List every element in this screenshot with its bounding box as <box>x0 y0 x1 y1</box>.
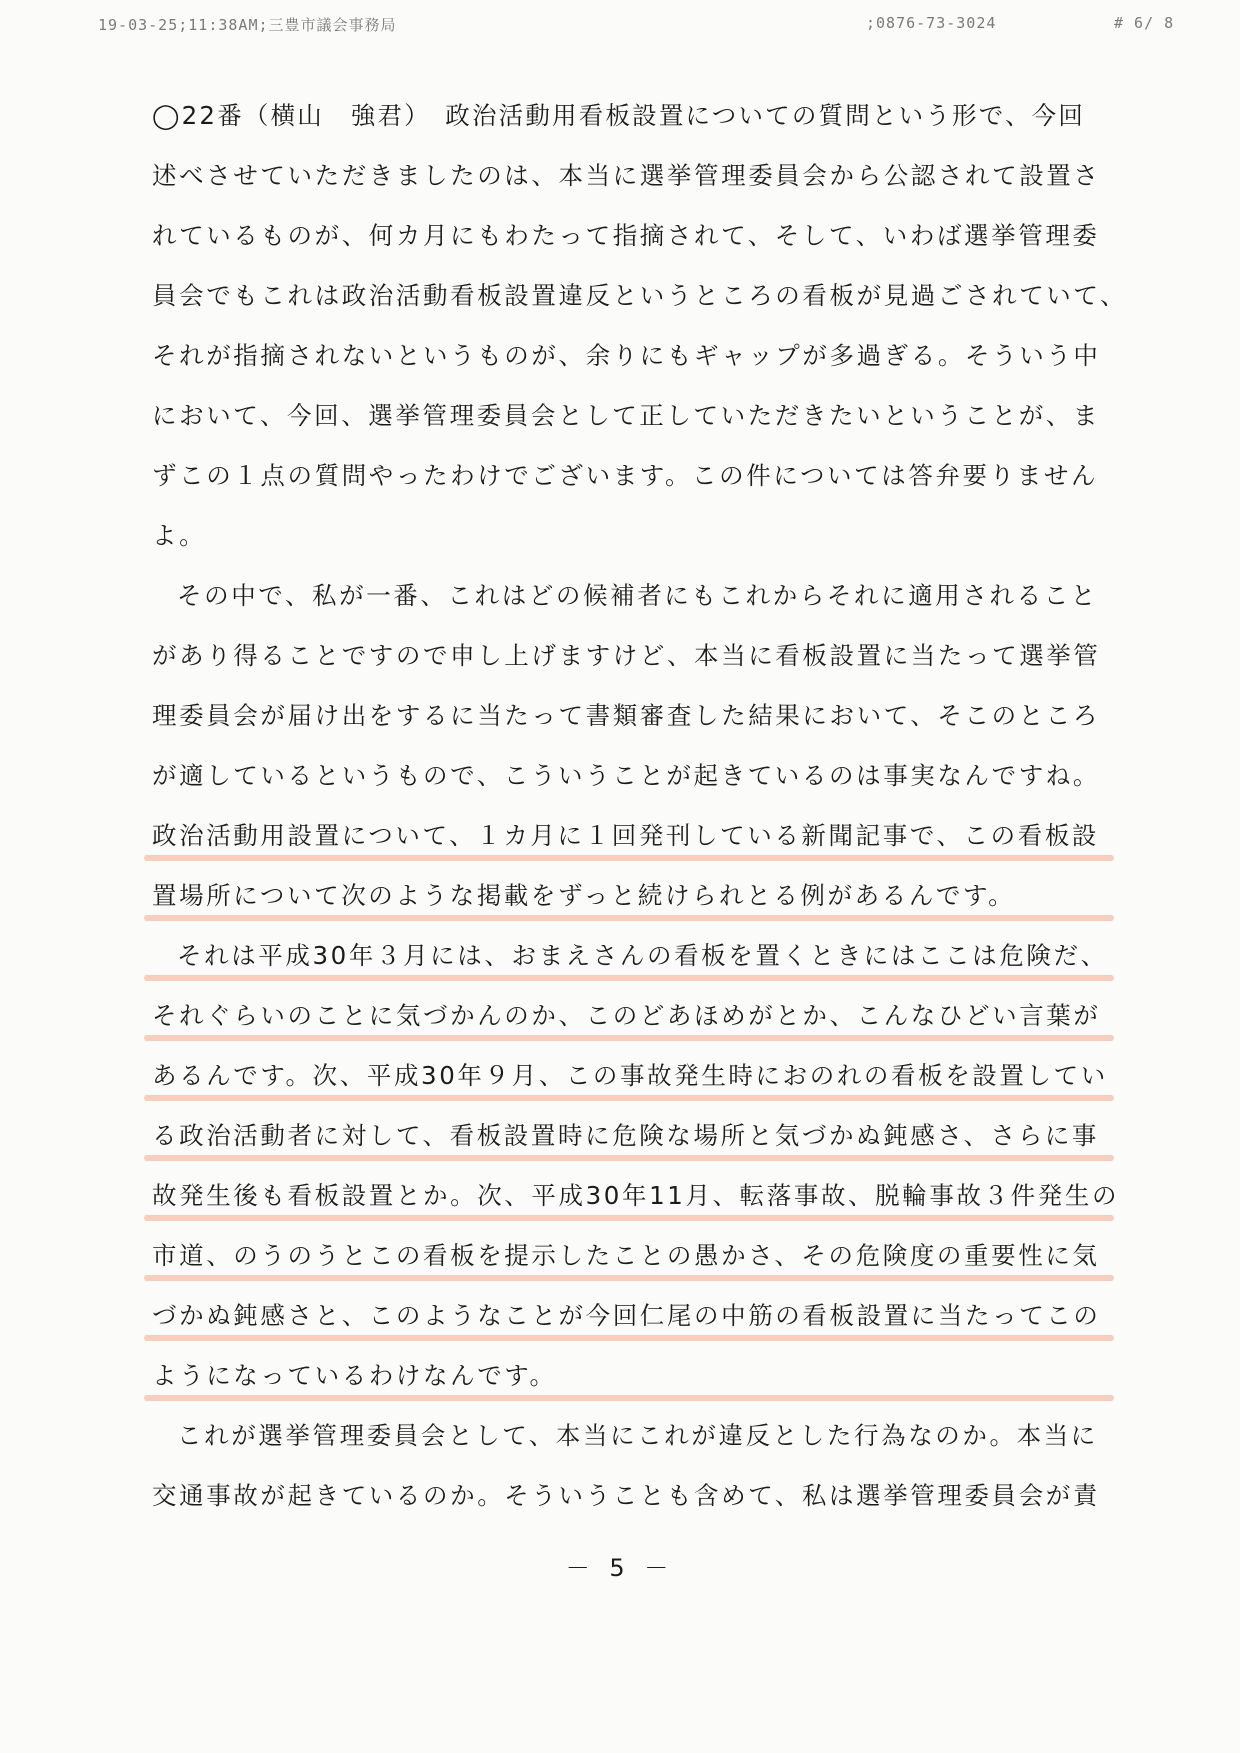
page-number: － 5 － <box>565 1554 675 1582</box>
highlighted-text-line: 置場所について次のような掲載をずっと続けられとる例があるんです。 <box>152 875 1114 935</box>
text-line: があり得ることですので申し上げますけど、本当に看板設置に当たって選挙管 <box>152 641 1101 670</box>
highlighted-text-line: あるんです。次、平成30年９月、この事故発生時におのれの看板を設置してい <box>152 1055 1114 1115</box>
fax-phone-number: ;0876-73-3024 <box>866 14 997 32</box>
text-line: それが指摘されないというものが、余りにもギャップが多過ぎる。そういう中 <box>152 341 1101 370</box>
text-line: において、今回、選挙管理委員会として正していただきたいということが、ま <box>152 401 1101 430</box>
transcript-body <box>152 95 1128 1535</box>
highlighted-text-line: 故発生後も看板設置とか。次、平成30年11月、転落事故、脱輪事故３件発生の <box>152 1175 1114 1235</box>
highlighted-text-line: る政治活動者に対して、看板設置時に危険な場所と気づかぬ鈍感さ、さらに事 <box>152 1115 1114 1175</box>
text-line: ◯22番（横山 強君） 政治活動用看板設置についての質問という形で、今回 <box>152 101 1086 130</box>
text-line: これが選挙管理委員会として、本当にこれが違反とした行為なのか。本当に <box>177 1421 1098 1450</box>
highlighted-text-line: ようになっているわけなんです。 <box>152 1355 1114 1415</box>
fax-sent-timestamp: 19-03-25;11:38AM;三豊市議会事務局 <box>98 16 397 34</box>
highlighted-text-line: づかぬ鈍感さと、このようなことが今回仁尾の中筋の看板設置に当たってこの <box>152 1295 1114 1355</box>
highlighted-text-line: 政治活動用設置について、１カ月に１回発刊している新聞記事で、この看板設 <box>152 815 1114 875</box>
text-line: 述べさせていただきましたのは、本当に選挙管理委員会から公認されて設置さ <box>152 161 1101 190</box>
text-line: 員会でもこれは政治活動看板設置違反というところの看板が見過ごされていて、 <box>152 281 1128 310</box>
fax-page-count: # 6/ 8 <box>1114 14 1175 32</box>
text-line: 交通事故が起きているのか。そういうことも含めて、私は選挙管理委員会が責 <box>152 1481 1101 1510</box>
text-line: よ。 <box>152 521 207 550</box>
text-line: その中で、私が一番、これはどの候補者にもこれからそれに適用されること <box>177 581 1098 610</box>
highlighted-text-line: 市道、のうのうとこの看板を提示したことの愚かさ、その危険度の重要性に気 <box>152 1235 1114 1295</box>
text-line: が適しているというもので、こういうことが起きているのは事実なんですね。 <box>152 761 1101 790</box>
highlighted-text-line: それぐらいのことに気づかんのか、このどあほめがとか、こんなひどい言葉が <box>152 995 1114 1055</box>
fax-header <box>0 14 1240 38</box>
text-line: ずこの１点の質問やったわけでございます。この件については答弁要りません <box>152 461 1099 490</box>
text-line: 理委員会が届け出をするに当たって書類審査した結果において、そこのところ <box>152 701 1101 730</box>
highlighted-text-line: それは平成30年３月には、おまえさんの看板を置くときにはここは危険だ、 <box>152 935 1114 995</box>
text-line: れているものが、何カ月にもわたって指摘されて、そして、いわば選挙管理委 <box>152 221 1100 250</box>
